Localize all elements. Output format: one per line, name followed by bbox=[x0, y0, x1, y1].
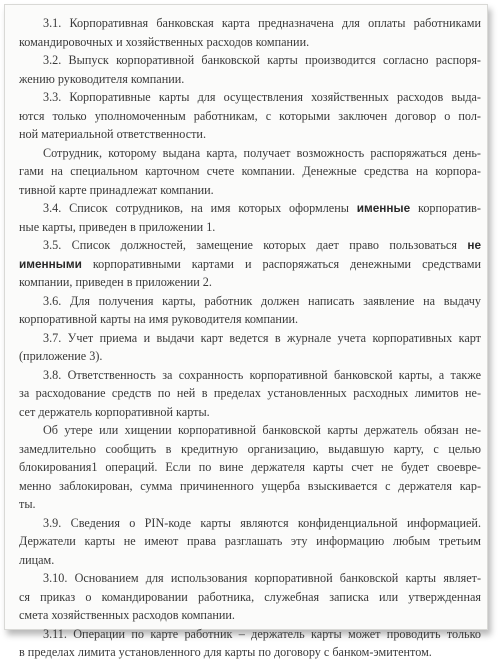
bold-term: именные bbox=[356, 201, 411, 215]
text-line: корпоративной карты на имя руководителя компании. bbox=[19, 312, 299, 326]
text-line: гами на специальном карточном счете компании. Денежные средства на корпора- bbox=[19, 164, 481, 178]
text-line: (приложение 3). bbox=[19, 349, 103, 363]
paragraph-3-6 bbox=[19, 292, 481, 329]
text-line: тивной карте принадлежат компании. bbox=[19, 182, 214, 197]
text-line: ся приказ о командировании работника, служебная записка или утвержденная bbox=[19, 589, 481, 604]
text-line: 3.7. Учет приема и выдачи карт ведется в журнале учета корпоративных карт bbox=[43, 330, 481, 345]
paragraph-3-7 bbox=[19, 329, 481, 366]
paragraph-3-9 bbox=[19, 514, 481, 570]
paragraph-loss-theft bbox=[19, 421, 481, 514]
paragraph-3-1 bbox=[19, 14, 481, 51]
text-line: компании, приведен в приложении 2. bbox=[19, 275, 212, 289]
paragraph-employee-card bbox=[19, 144, 481, 200]
text-line: замедлительно сообщить в кредитную организацию, выдавшую карту, с целью bbox=[19, 441, 481, 456]
text-line: ты. bbox=[19, 497, 36, 511]
bold-term: не bbox=[467, 238, 481, 252]
text-line: ные карты, приведен в приложении 1. bbox=[19, 219, 216, 234]
text-line: 3.6. Для получения карты, работник должен написать заявление на выдачу bbox=[43, 293, 481, 308]
text-line: 3.8. Ответственность за сохранность корпоративной банковской карты, а также bbox=[43, 367, 481, 382]
text-line: 3.1. Корпоративная банковская карта предназначена для оплаты работниками bbox=[43, 16, 481, 30]
text-line: блокирования1 операций. Если по вине держателя карты счет не будет своевре- bbox=[19, 460, 481, 474]
text-line: командировочных и хозяйственных расходов компании. bbox=[19, 34, 310, 49]
text-line: сет держатель корпоративной карты. bbox=[19, 404, 210, 419]
text-line: менно заблокирован, сумма причиненного ущерба взыскивается с держателя кар- bbox=[19, 478, 481, 493]
paragraph-3-5 bbox=[19, 236, 481, 292]
bold-term: именными bbox=[19, 256, 82, 271]
text-line: 3.2. Выпуск корпоративной банковской карты производится согласно распоря- bbox=[43, 53, 481, 67]
text-line: 3.3. Корпоративные карты для осуществления хозяйственных расходов выда- bbox=[43, 90, 481, 104]
document-text bbox=[19, 14, 481, 662]
paragraph-3-11 bbox=[19, 625, 481, 662]
text-line: в пределах лимита установленного для карты по договору с банком-эмитентом. bbox=[19, 645, 432, 659]
text-line: ной материальной ответственности. bbox=[19, 127, 207, 141]
text-line: Об утере или хищении корпоративной банковской карты держатель обязан не- bbox=[43, 423, 481, 437]
text-fragment: 3.5. Список должностей, замещение которых дает право пользоваться bbox=[43, 238, 468, 252]
text-line: лицам. bbox=[19, 552, 55, 567]
text-line: за расходование средств по ней в пределах установленных расходных лимитов не- bbox=[19, 386, 481, 400]
text-line: смета хозяйственных расходов компании. bbox=[19, 608, 235, 622]
text-line: жению руководителя компании. bbox=[19, 71, 185, 86]
text-fragment: корпоратив- bbox=[410, 201, 481, 215]
text-line: 3.9. Сведения о PIN-коде карты являются конфиденциальной информацией. bbox=[43, 515, 481, 530]
paragraph-3-2 bbox=[19, 51, 481, 88]
text-line: Держатели карты не имеют права разглашать эту информацию любым третьим bbox=[19, 534, 481, 548]
text-line: 3.11. Операции по карте работник – держатель карты может проводить только bbox=[43, 626, 481, 641]
paragraph-3-4 bbox=[19, 199, 481, 236]
paragraph-3-10 bbox=[19, 569, 481, 625]
paragraph-3-8 bbox=[19, 366, 481, 422]
text-line: 3.10. Основанием для использования корпоративной банковской карты являет- bbox=[43, 571, 481, 585]
text-fragment: 3.4. Список сотрудников, на имя которых оформлены bbox=[43, 201, 357, 215]
paragraph-3-3 bbox=[19, 88, 481, 144]
text-fragment: корпоративными картами и распоряжаться денежными средствами bbox=[81, 256, 481, 271]
document-page bbox=[4, 4, 488, 659]
text-line: Сотрудник, которому выдана карта, получает возможность распоряжаться день- bbox=[43, 145, 481, 160]
text-line: ются только уполномоченным работникам, с которыми заключен договор о пол- bbox=[19, 108, 481, 123]
